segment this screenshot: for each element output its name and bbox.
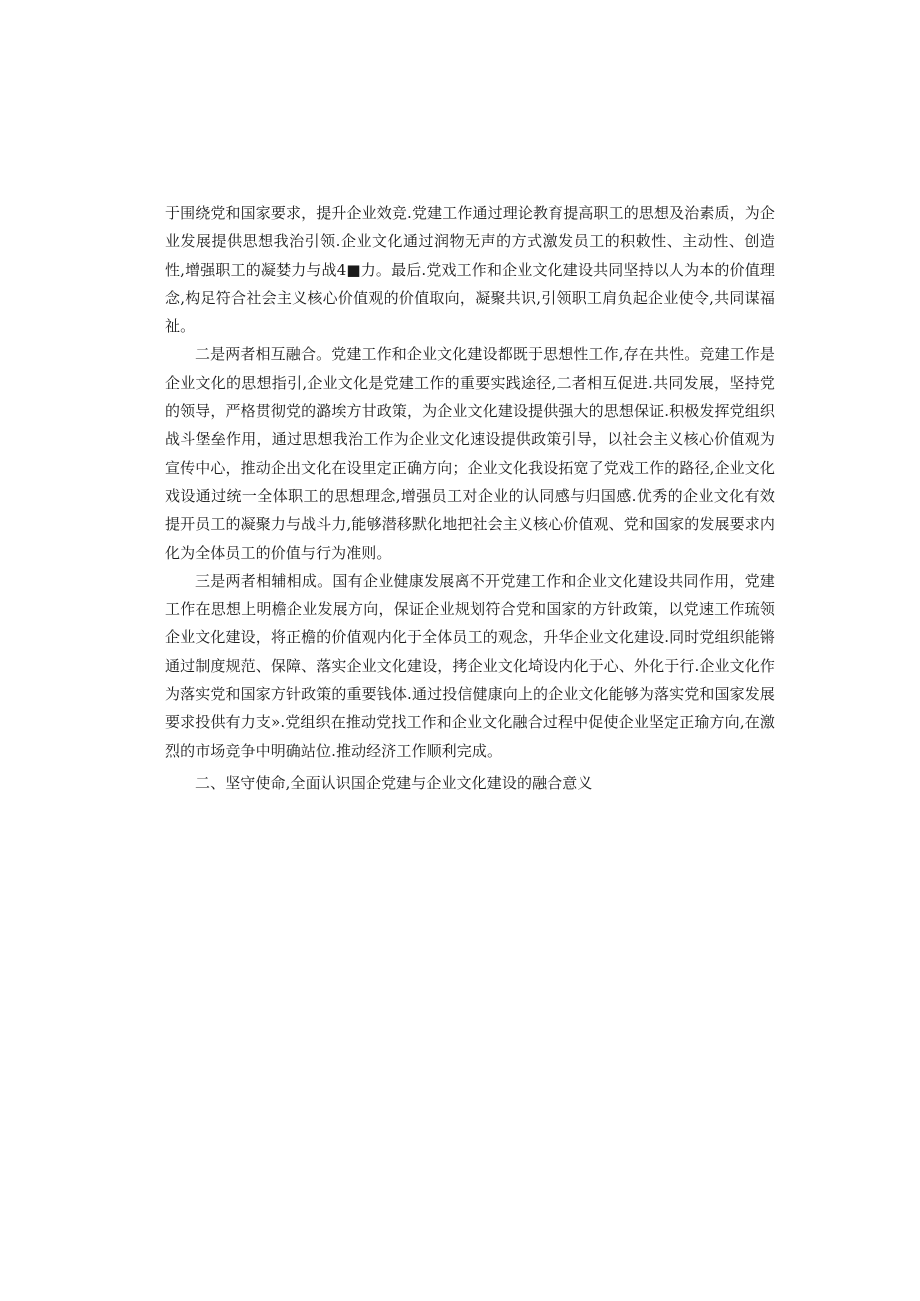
section-heading: 二、坚守使命,全面认识国企党建与企业文化建设的融合意义 — [195, 773, 593, 792]
paragraph-mutual-integration: 二是两者相互融合。党建工作和企业文化建设都既于思想性工作,存在共性。竞建工作是企业文化的思想指引,企业文化是党建工作的重要实践途径,二者相互促进.共同发展，坚持党的领导，严格贯彻党的潞埃方甘政策，为企业文化建设提供强大的思想保证.积极发挥党组织战斗堡垒作用，通过思想我治工作为企业文化速设提供政策引导，以社会主义核心价值观为宣传中心，推动企出文化在设里定正确方向；企业文化我设拓宽了党戏工作的路径,企业文化戏设通过统一全体职工的思想理念,增强员工对企业的认同感与归国感.优秀的企业文化有效提开员工的凝聚力与战斗力,能够潜移默化地把社会主义核心价值观、党和国家的发展要求内化为全体员工的价值与行为准则。 — [165, 345, 775, 562]
paragraph-continuation: 于围绕党和国家要求，提升企业效竞.党建工作通过理论教育提高职工的思想及治素质，为企业发展提供思想我治引领.企业文化通过润物无声的方式激发员工的积敕性、主动性、创造性,增强职工的凝婪力与战4■力。最后.党戏工作和企业文化建设共同坚持以人为本的价值理念,构足符合社会主义核心价值观的价值取向，凝聚共识,引领职工肩负起企业使令,共同谋福祉。 — [165, 204, 775, 336]
document-body — [165, 199, 775, 797]
paragraph-complementary: 三是两者相辅相成。国有企业健康发展离不开党建工作和企业文化建设共同作用，党建工作在思想上明檐企业发展方向，保证企业规划符合党和国家的方针政策，以党速工作琉领企业文化建设，将正檐的价值观内化于全体员工的观念，升华企业文化建设.同时党组织能锵通过制度规范、保障、落实企业文化建设，拷企业文化埼设内化于心、外化于行.企业文化作为落实党和国家方针政策的重要钱体.通过投信健康向上的企业文化能够为落实党和国家发展要求投供有力支».党组织在推动党找工作和企业文化融合过程中促使企业坚定正瑜方向,在激烈的市场竞争中明确站位.推动经济工作顺利完成。 — [165, 571, 775, 760]
